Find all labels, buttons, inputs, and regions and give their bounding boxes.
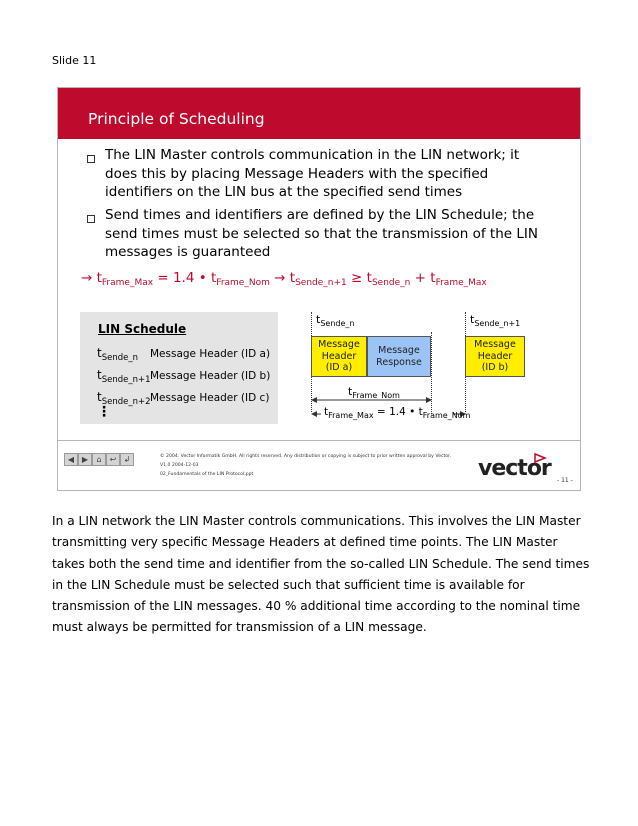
bullet-1-line-1: The LIN Master controls communication in the LIN network; it — [105, 147, 520, 163]
footer-version: V1.0 2004-12-03 — [160, 463, 199, 468]
schedule-ellipsis: ⋮ — [97, 404, 111, 420]
message-header-b: Message Header (ID b) — [465, 336, 525, 377]
schedule-time-1: $t_{Sende\_n}$ — [97, 346, 138, 363]
footer-copyright: © 2004. Vector Informatik GmbH. All rights reserved. Any distribution or copying is subject to prior written approval by Vector. — [160, 454, 452, 459]
footer-divider — [58, 440, 580, 441]
lin-schedule-title: LIN Schedule — [98, 322, 187, 336]
notes-paragraph: In a LIN network the LIN Master controls communications. This involves the LIN Master transmitting very specific Message Headers at defined time points. The LIN Master takes both the send time and identifier from the so-called LIN Schedule. The send times in the LIN Schedule must be selected such that sufficient time is available for transmission of the LIN messages. 40 % additional time according to the nominal time must always be permitted for transmission of a LIN message. — [52, 514, 590, 635]
return-icon[interactable]: ↩ — [106, 453, 120, 466]
vector-logo-arrow-icon — [533, 450, 549, 466]
slide-frame — [57, 87, 581, 491]
bullet-2 — [105, 206, 538, 262]
bullet-1 — [105, 146, 519, 202]
t-sende-n1-label: $t_{Sende\_n+1}$ — [470, 313, 521, 328]
t-frame-nom-label: $t_{Frame\_Nom}$ — [348, 385, 400, 400]
slide-label: Slide 11 — [52, 54, 97, 67]
schedule-message-1: Message Header (ID a) — [150, 348, 271, 360]
lin-schedule-box — [80, 312, 278, 424]
right-arrow-icon: → — [274, 270, 286, 286]
message-response: Message Response — [367, 336, 431, 377]
bullet-square-icon — [87, 155, 95, 163]
forward-icon[interactable]: ▶ — [78, 453, 92, 466]
slide-title: Principle of Scheduling — [88, 110, 265, 128]
t-sende-n-label: $t_{Sende\_n}$ — [316, 313, 355, 328]
bullet-2-line-2: send times must be selected so that the transmission of the LIN — [105, 225, 538, 242]
bullet-2-line-1: Send times and identifiers are defined by the LIN Schedule; the — [105, 207, 535, 223]
t-frame-max-label: $t_{Frame\_Max} = 1.4$ • $t_{Frame\_Nom}$ — [324, 406, 471, 420]
schedule-message-3: Message Header (ID c) — [150, 392, 270, 404]
frame-nom-arrow — [311, 396, 432, 404]
schedule-message-2: Message Header (ID b) — [150, 370, 271, 382]
schedule-time-3: $t_{Sende\_n+2}$ — [97, 390, 151, 407]
enter-icon[interactable]: ↲ — [120, 453, 134, 466]
title-bar — [58, 88, 580, 139]
bullet-square-icon — [87, 215, 95, 223]
bullet-1-line-2: does this by placing Message Headers with the specified — [105, 165, 489, 182]
message-header-a: Message Header (ID a) — [311, 336, 367, 377]
footer-filename: 02_Fundamentals of the LIN Protocol.ppt — [160, 472, 254, 477]
back-icon[interactable]: ◀ — [64, 453, 78, 466]
right-arrow-icon: → — [81, 270, 93, 286]
bullet-1-line-3: identifiers on the LIN bus at the specified send times — [105, 184, 463, 200]
slide-number: - 11 - — [557, 477, 573, 484]
schedule-time-2: $t_{Sende\_n+1}$ — [97, 368, 151, 385]
vector-logo: vector — [478, 456, 551, 481]
bullet-2-line-3: messages is guaranteed — [105, 244, 271, 260]
home-icon[interactable]: ⌂ — [92, 453, 106, 466]
timing-formula: → $t_{Frame\_Max} = 1.4$ • $t_{Frame\_Nom} \to t_{Sende\_n+1} \ge t_{Sende\_n} + t_{Frame\_Max}$ — [81, 270, 487, 288]
